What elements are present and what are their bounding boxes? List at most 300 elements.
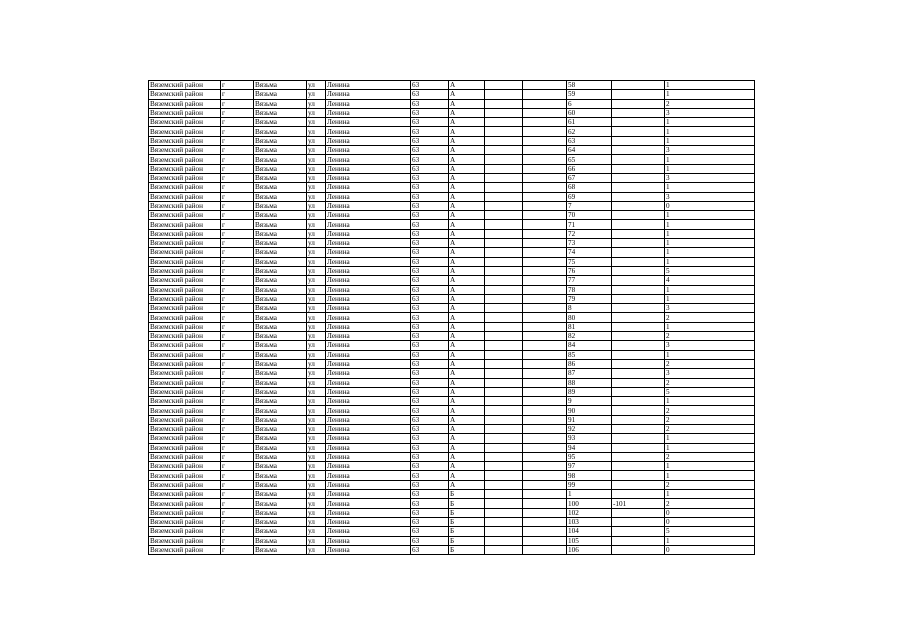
- locality-cell: Вязьма: [254, 499, 307, 508]
- extra-cell-2: [523, 313, 567, 322]
- extra-cell-1: [485, 127, 523, 136]
- street-type-cell: ул: [307, 220, 326, 229]
- building-letter-cell: А: [449, 294, 485, 303]
- count-cell: 3: [665, 146, 755, 155]
- apartment-range-cell: [612, 266, 665, 275]
- count-cell: 2: [665, 406, 755, 415]
- apartment-range-cell: [612, 341, 665, 350]
- apartment-cell: 75: [567, 257, 612, 266]
- count-cell: 1: [665, 220, 755, 229]
- building-letter-cell: А: [449, 127, 485, 136]
- locality-cell: Вязьма: [254, 443, 307, 452]
- extra-cell-2: [523, 527, 567, 536]
- street-cell: Ленина: [326, 239, 411, 248]
- apartment-cell: 88: [567, 378, 612, 387]
- locality-cell: Вязьма: [254, 81, 307, 90]
- locality-type-cell: г: [221, 211, 254, 220]
- locality-type-cell: г: [221, 257, 254, 266]
- building-letter-cell: А: [449, 322, 485, 331]
- district-cell: Вяземский район: [149, 462, 221, 471]
- street-type-cell: ул: [307, 499, 326, 508]
- locality-type-cell: г: [221, 527, 254, 536]
- building-letter-cell: А: [449, 285, 485, 294]
- locality-type-cell: г: [221, 378, 254, 387]
- apartment-range-cell: [612, 192, 665, 201]
- district-cell: Вяземский район: [149, 304, 221, 313]
- count-cell: 1: [665, 350, 755, 359]
- extra-cell-2: [523, 480, 567, 489]
- locality-type-cell: г: [221, 359, 254, 368]
- extra-cell-1: [485, 248, 523, 257]
- street-cell: Ленина: [326, 406, 411, 415]
- house-number-cell: 63: [411, 201, 449, 210]
- apartment-range-cell: [612, 164, 665, 173]
- apartment-cell: 81: [567, 322, 612, 331]
- locality-type-cell: г: [221, 322, 254, 331]
- building-letter-cell: А: [449, 424, 485, 433]
- apartment-range-cell: [612, 248, 665, 257]
- count-cell: 3: [665, 108, 755, 117]
- table-row: [149, 164, 755, 173]
- apartment-range-cell: [612, 332, 665, 341]
- locality-cell: Вязьма: [254, 201, 307, 210]
- street-type-cell: ул: [307, 387, 326, 396]
- table-row: [149, 462, 755, 471]
- count-cell: 1: [665, 285, 755, 294]
- district-cell: Вяземский район: [149, 415, 221, 424]
- extra-cell-1: [485, 90, 523, 99]
- street-type-cell: ул: [307, 248, 326, 257]
- count-cell: 5: [665, 266, 755, 275]
- locality-type-cell: г: [221, 480, 254, 489]
- street-cell: Ленина: [326, 248, 411, 257]
- locality-cell: Вязьма: [254, 118, 307, 127]
- apartment-range-cell: [612, 406, 665, 415]
- district-cell: Вяземский район: [149, 369, 221, 378]
- apartment-cell: 78: [567, 285, 612, 294]
- extra-cell-1: [485, 201, 523, 210]
- extra-cell-1: [485, 155, 523, 164]
- table-row: [149, 341, 755, 350]
- apartment-range-cell: [612, 397, 665, 406]
- street-cell: Ленина: [326, 90, 411, 99]
- district-cell: Вяземский район: [149, 350, 221, 359]
- district-cell: Вяземский район: [149, 406, 221, 415]
- building-letter-cell: А: [449, 220, 485, 229]
- table-row: [149, 81, 755, 90]
- apartment-range-cell: [612, 276, 665, 285]
- locality-cell: Вязьма: [254, 452, 307, 461]
- table-row: [149, 136, 755, 145]
- street-type-cell: ул: [307, 164, 326, 173]
- district-cell: Вяземский район: [149, 90, 221, 99]
- building-letter-cell: А: [449, 452, 485, 461]
- house-number-cell: 63: [411, 90, 449, 99]
- house-number-cell: 63: [411, 369, 449, 378]
- street-type-cell: ул: [307, 294, 326, 303]
- locality-cell: Вязьма: [254, 239, 307, 248]
- street-type-cell: ул: [307, 378, 326, 387]
- district-cell: Вяземский район: [149, 322, 221, 331]
- district-cell: Вяземский район: [149, 146, 221, 155]
- street-type-cell: ул: [307, 536, 326, 545]
- street-type-cell: ул: [307, 108, 326, 117]
- apartment-cell: 72: [567, 229, 612, 238]
- street-type-cell: ул: [307, 229, 326, 238]
- street-type-cell: ул: [307, 304, 326, 313]
- extra-cell-2: [523, 378, 567, 387]
- district-cell: Вяземский район: [149, 294, 221, 303]
- extra-cell-1: [485, 220, 523, 229]
- house-number-cell: 63: [411, 294, 449, 303]
- house-number-cell: 63: [411, 387, 449, 396]
- extra-cell-2: [523, 146, 567, 155]
- extra-cell-1: [485, 276, 523, 285]
- locality-cell: Вязьма: [254, 136, 307, 145]
- street-type-cell: ул: [307, 201, 326, 210]
- count-cell: 0: [665, 201, 755, 210]
- street-cell: Ленина: [326, 146, 411, 155]
- locality-type-cell: г: [221, 462, 254, 471]
- table-row: [149, 99, 755, 108]
- count-cell: 3: [665, 173, 755, 182]
- street-cell: Ленина: [326, 527, 411, 536]
- count-cell: 1: [665, 136, 755, 145]
- extra-cell-1: [485, 536, 523, 545]
- house-number-cell: 63: [411, 313, 449, 322]
- table-row: [149, 527, 755, 536]
- street-cell: Ленина: [326, 108, 411, 117]
- apartment-cell: 69: [567, 192, 612, 201]
- apartment-cell: 102: [567, 508, 612, 517]
- table-row: [149, 201, 755, 210]
- street-cell: Ленина: [326, 313, 411, 322]
- locality-type-cell: г: [221, 99, 254, 108]
- table-row: [149, 90, 755, 99]
- apartment-range-cell: [612, 201, 665, 210]
- extra-cell-2: [523, 201, 567, 210]
- locality-cell: Вязьма: [254, 192, 307, 201]
- table-row: [149, 183, 755, 192]
- count-cell: 1: [665, 434, 755, 443]
- house-number-cell: 63: [411, 527, 449, 536]
- locality-type-cell: г: [221, 424, 254, 433]
- table-row: [149, 499, 755, 508]
- building-letter-cell: А: [449, 350, 485, 359]
- table-row: [149, 508, 755, 517]
- locality-type-cell: г: [221, 545, 254, 554]
- count-cell: 0: [665, 545, 755, 554]
- district-cell: Вяземский район: [149, 229, 221, 238]
- extra-cell-2: [523, 508, 567, 517]
- table-row: [149, 536, 755, 545]
- street-type-cell: ул: [307, 136, 326, 145]
- house-number-cell: 63: [411, 99, 449, 108]
- apartment-cell: 6: [567, 99, 612, 108]
- count-cell: 2: [665, 452, 755, 461]
- house-number-cell: 63: [411, 406, 449, 415]
- district-cell: Вяземский район: [149, 136, 221, 145]
- apartment-range-cell: [612, 359, 665, 368]
- district-cell: Вяземский район: [149, 192, 221, 201]
- house-number-cell: 63: [411, 341, 449, 350]
- locality-cell: Вязьма: [254, 471, 307, 480]
- street-type-cell: ул: [307, 434, 326, 443]
- apartment-range-cell: [612, 490, 665, 499]
- apartment-cell: 92: [567, 424, 612, 433]
- street-cell: Ленина: [326, 341, 411, 350]
- extra-cell-2: [523, 248, 567, 257]
- house-number-cell: 63: [411, 192, 449, 201]
- table-row: [149, 369, 755, 378]
- extra-cell-1: [485, 434, 523, 443]
- street-cell: Ленина: [326, 443, 411, 452]
- locality-cell: Вязьма: [254, 517, 307, 526]
- extra-cell-1: [485, 81, 523, 90]
- extra-cell-2: [523, 118, 567, 127]
- count-cell: 1: [665, 127, 755, 136]
- building-letter-cell: А: [449, 304, 485, 313]
- district-cell: Вяземский район: [149, 471, 221, 480]
- count-cell: 2: [665, 415, 755, 424]
- district-cell: Вяземский район: [149, 387, 221, 396]
- house-number-cell: 63: [411, 517, 449, 526]
- street-cell: Ленина: [326, 462, 411, 471]
- apartment-cell: 70: [567, 211, 612, 220]
- locality-type-cell: г: [221, 136, 254, 145]
- extra-cell-2: [523, 108, 567, 117]
- extra-cell-2: [523, 304, 567, 313]
- building-letter-cell: А: [449, 183, 485, 192]
- extra-cell-1: [485, 406, 523, 415]
- locality-type-cell: г: [221, 155, 254, 164]
- street-cell: Ленина: [326, 490, 411, 499]
- count-cell: 2: [665, 99, 755, 108]
- house-number-cell: 63: [411, 248, 449, 257]
- locality-type-cell: г: [221, 108, 254, 117]
- street-cell: Ленина: [326, 257, 411, 266]
- table-row: [149, 173, 755, 182]
- building-letter-cell: Б: [449, 508, 485, 517]
- street-type-cell: ул: [307, 415, 326, 424]
- building-letter-cell: А: [449, 192, 485, 201]
- apartment-cell: 104: [567, 527, 612, 536]
- street-cell: Ленина: [326, 201, 411, 210]
- house-number-cell: 63: [411, 239, 449, 248]
- locality-cell: Вязьма: [254, 304, 307, 313]
- table-row: [149, 359, 755, 368]
- extra-cell-2: [523, 332, 567, 341]
- count-cell: 2: [665, 359, 755, 368]
- locality-type-cell: г: [221, 415, 254, 424]
- apartment-range-cell: [612, 136, 665, 145]
- district-cell: Вяземский район: [149, 276, 221, 285]
- locality-cell: Вязьма: [254, 173, 307, 182]
- table-row: [149, 397, 755, 406]
- table-row: [149, 220, 755, 229]
- street-type-cell: ул: [307, 490, 326, 499]
- count-cell: 1: [665, 490, 755, 499]
- count-cell: 1: [665, 183, 755, 192]
- locality-cell: Вязьма: [254, 378, 307, 387]
- locality-type-cell: г: [221, 266, 254, 275]
- street-type-cell: ул: [307, 424, 326, 433]
- street-cell: Ленина: [326, 173, 411, 182]
- extra-cell-1: [485, 415, 523, 424]
- street-cell: Ленина: [326, 118, 411, 127]
- apartment-cell: 94: [567, 443, 612, 452]
- extra-cell-1: [485, 397, 523, 406]
- extra-cell-2: [523, 81, 567, 90]
- street-type-cell: ул: [307, 257, 326, 266]
- apartment-cell: 103: [567, 517, 612, 526]
- district-cell: Вяземский район: [149, 359, 221, 368]
- district-cell: Вяземский район: [149, 480, 221, 489]
- extra-cell-1: [485, 378, 523, 387]
- extra-cell-1: [485, 192, 523, 201]
- street-type-cell: ул: [307, 118, 326, 127]
- apartment-range-cell: [612, 211, 665, 220]
- house-number-cell: 63: [411, 146, 449, 155]
- street-type-cell: ул: [307, 322, 326, 331]
- locality-cell: Вязьма: [254, 369, 307, 378]
- count-cell: 1: [665, 239, 755, 248]
- address-table-body: [149, 81, 755, 555]
- locality-type-cell: г: [221, 350, 254, 359]
- street-type-cell: ул: [307, 192, 326, 201]
- locality-type-cell: г: [221, 332, 254, 341]
- extra-cell-1: [485, 173, 523, 182]
- building-letter-cell: А: [449, 471, 485, 480]
- table-row: [149, 471, 755, 480]
- apartment-range-cell: [612, 81, 665, 90]
- count-cell: 1: [665, 322, 755, 331]
- street-cell: Ленина: [326, 155, 411, 164]
- building-letter-cell: Б: [449, 517, 485, 526]
- street-cell: Ленина: [326, 332, 411, 341]
- street-cell: Ленина: [326, 294, 411, 303]
- street-type-cell: ул: [307, 81, 326, 90]
- count-cell: 1: [665, 118, 755, 127]
- district-cell: Вяземский район: [149, 499, 221, 508]
- house-number-cell: 63: [411, 220, 449, 229]
- locality-cell: Вязьма: [254, 248, 307, 257]
- apartment-cell: 100: [567, 499, 612, 508]
- extra-cell-2: [523, 499, 567, 508]
- apartment-range-cell: [612, 545, 665, 554]
- district-cell: Вяземский район: [149, 108, 221, 117]
- extra-cell-2: [523, 387, 567, 396]
- apartment-cell: 8: [567, 304, 612, 313]
- building-letter-cell: А: [449, 239, 485, 248]
- building-letter-cell: Б: [449, 490, 485, 499]
- count-cell: 3: [665, 341, 755, 350]
- apartment-cell: 74: [567, 248, 612, 257]
- street-cell: Ленина: [326, 452, 411, 461]
- locality-cell: Вязьма: [254, 397, 307, 406]
- street-type-cell: ул: [307, 508, 326, 517]
- table-row: [149, 155, 755, 164]
- building-letter-cell: А: [449, 81, 485, 90]
- locality-cell: Вязьма: [254, 536, 307, 545]
- apartment-cell: 98: [567, 471, 612, 480]
- count-cell: 2: [665, 378, 755, 387]
- street-type-cell: ул: [307, 99, 326, 108]
- building-letter-cell: А: [449, 201, 485, 210]
- locality-cell: Вязьма: [254, 322, 307, 331]
- district-cell: Вяземский район: [149, 508, 221, 517]
- extra-cell-2: [523, 462, 567, 471]
- extra-cell-2: [523, 90, 567, 99]
- extra-cell-2: [523, 183, 567, 192]
- apartment-range-cell: [612, 118, 665, 127]
- street-type-cell: ул: [307, 183, 326, 192]
- house-number-cell: 63: [411, 81, 449, 90]
- building-letter-cell: А: [449, 387, 485, 396]
- street-type-cell: ул: [307, 285, 326, 294]
- locality-cell: Вязьма: [254, 266, 307, 275]
- table-row: [149, 146, 755, 155]
- district-cell: Вяземский район: [149, 99, 221, 108]
- locality-type-cell: г: [221, 443, 254, 452]
- street-cell: Ленина: [326, 276, 411, 285]
- apartment-range-cell: [612, 220, 665, 229]
- house-number-cell: 63: [411, 462, 449, 471]
- locality-type-cell: г: [221, 220, 254, 229]
- apartment-range-cell: [612, 155, 665, 164]
- building-letter-cell: А: [449, 108, 485, 117]
- count-cell: 1: [665, 443, 755, 452]
- extra-cell-2: [523, 415, 567, 424]
- extra-cell-1: [485, 387, 523, 396]
- apartment-cell: 77: [567, 276, 612, 285]
- count-cell: 1: [665, 164, 755, 173]
- locality-cell: Вязьма: [254, 155, 307, 164]
- count-cell: 5: [665, 527, 755, 536]
- locality-cell: Вязьма: [254, 527, 307, 536]
- street-type-cell: ул: [307, 397, 326, 406]
- extra-cell-1: [485, 508, 523, 517]
- apartment-cell: 73: [567, 239, 612, 248]
- house-number-cell: 63: [411, 490, 449, 499]
- extra-cell-2: [523, 406, 567, 415]
- count-cell: 4: [665, 276, 755, 285]
- locality-type-cell: г: [221, 127, 254, 136]
- street-type-cell: ул: [307, 471, 326, 480]
- apartment-range-cell: [612, 146, 665, 155]
- locality-cell: Вязьма: [254, 462, 307, 471]
- count-cell: 1: [665, 248, 755, 257]
- extra-cell-1: [485, 350, 523, 359]
- house-number-cell: 63: [411, 285, 449, 294]
- district-cell: Вяземский район: [149, 332, 221, 341]
- count-cell: 1: [665, 155, 755, 164]
- locality-type-cell: г: [221, 81, 254, 90]
- table-row: [149, 304, 755, 313]
- apartment-range-cell: [612, 313, 665, 322]
- house-number-cell: 63: [411, 211, 449, 220]
- street-cell: Ленина: [326, 397, 411, 406]
- house-number-cell: 63: [411, 545, 449, 554]
- extra-cell-2: [523, 173, 567, 182]
- count-cell: 3: [665, 369, 755, 378]
- street-type-cell: ул: [307, 350, 326, 359]
- street-cell: Ленина: [326, 545, 411, 554]
- extra-cell-1: [485, 490, 523, 499]
- building-letter-cell: А: [449, 90, 485, 99]
- extra-cell-1: [485, 294, 523, 303]
- street-type-cell: ул: [307, 239, 326, 248]
